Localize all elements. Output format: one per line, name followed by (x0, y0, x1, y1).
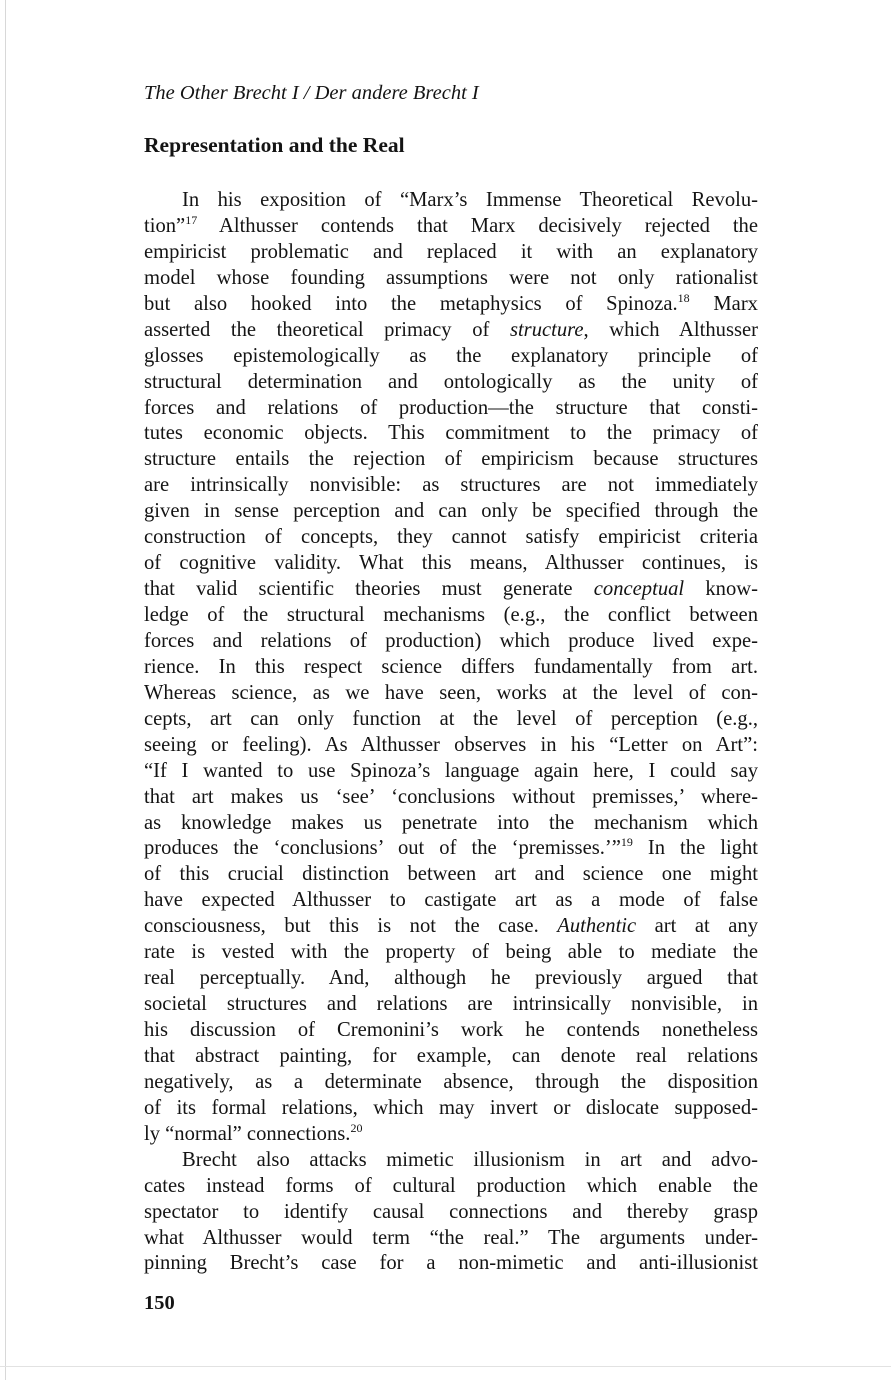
text-run: seeing or feeling). As Althusser observes in his “Letter on Art”: (144, 733, 758, 756)
page-number: 150 (144, 1292, 175, 1314)
text-line (144, 811, 758, 837)
text-run: tutes economic objects. This commitment to the primacy of (144, 422, 758, 445)
text-run: produces the ‘conclusions’ out of the ‘premisses.’” (144, 837, 621, 860)
text-run: spectator to identify causal connections and thereby grasp (144, 1200, 758, 1223)
text-line (144, 1174, 758, 1200)
text-run: Marx (689, 292, 758, 315)
text-line (144, 1122, 758, 1148)
text-run: as knowledge makes us penetrate into the mechanism which (144, 811, 758, 834)
body-text (144, 188, 758, 1277)
text-line (144, 214, 758, 240)
text-line (144, 370, 758, 396)
text-run: construction of concepts, they cannot satisfy empiricist criteria (144, 526, 758, 549)
text-line (144, 992, 758, 1018)
text-run: tion” (144, 214, 186, 237)
text-line (144, 318, 758, 344)
text-run: real perceptually. And, although he previously argued that (144, 967, 758, 990)
section-title: Representation and the Real (144, 133, 405, 157)
text-run: negatively, as a determinate absence, through the disposition (144, 1070, 758, 1093)
text-run: of its formal relations, which may invert or dislocate supposed- (144, 1096, 758, 1119)
text-line (144, 1148, 758, 1174)
text-run: that abstract painting, for example, can denote real relations (144, 1044, 758, 1067)
text-line (144, 914, 758, 940)
text-run: cates instead forms of cultural production which enable the (144, 1174, 758, 1197)
text-run: cepts, art can only function at the level of perception (e.g., (144, 707, 758, 730)
text-run: Brecht also attacks mimetic illusionism in art and advo- (182, 1148, 758, 1171)
text-line (144, 681, 758, 707)
text-line (144, 603, 758, 629)
footnote-ref: 20 (350, 1120, 363, 1135)
text-run: what Althusser would term “the real.” The arguments under- (144, 1226, 758, 1249)
footnote-ref: 17 (185, 212, 198, 227)
footnote-ref: 19 (620, 835, 633, 850)
text-run: given in sense perception and can only be specified through the (144, 500, 758, 523)
text-line (144, 966, 758, 992)
text-line (144, 421, 758, 447)
text-line (144, 1044, 758, 1070)
page-content (144, 78, 758, 1277)
text-line (144, 836, 758, 862)
text-run: are intrinsically nonvisible: as structures are not immediately (144, 474, 758, 497)
text-line (144, 292, 758, 318)
text-run: know- (684, 578, 758, 601)
text-line (144, 888, 758, 914)
text-line (144, 396, 758, 422)
text-line (144, 707, 758, 733)
text-line (144, 785, 758, 811)
text-run: art at any (636, 915, 758, 938)
emphasis: structure (509, 318, 584, 341)
text-run: model whose founding assumptions were not only rationalist (144, 266, 758, 289)
text-run: of this crucial distinction between art and science one might (144, 863, 758, 886)
text-run: that art makes us ‘see’ ‘conclusions without premisses,’ where- (144, 785, 758, 808)
emphasis: conceptual (593, 578, 685, 601)
text-line (144, 1251, 758, 1277)
text-run: empiricist problematic and replaced it with an explanatory (144, 240, 758, 263)
text-line (144, 473, 758, 499)
text-run: rate is vested with the property of being able to mediate the (144, 941, 758, 964)
page-left-edge (5, 0, 6, 1380)
text-run: glosses epistemologically as the explanatory principle of (144, 344, 758, 367)
text-run: societal structures and relations are intrinsically nonvisible, in (144, 993, 758, 1016)
text-line (144, 1018, 758, 1044)
text-run: ledge of the structural mechanisms (e.g., the conflict between (144, 604, 758, 626)
text-line (144, 733, 758, 759)
page-bottom-edge (0, 1366, 891, 1367)
running-head: The Other Brecht I / Der andere Brecht I (144, 82, 479, 104)
text-run: “If I wanted to use Spinoza’s language again here, I could say (144, 759, 758, 782)
text-line (144, 759, 758, 785)
emphasis: Authentic (557, 915, 637, 938)
text-line (144, 266, 758, 292)
text-line (144, 525, 758, 551)
text-run: consciousness, but this is not the case. (144, 915, 558, 938)
text-line (144, 499, 758, 525)
text-run: structure entails the rejection of empiricism because structures (144, 448, 758, 471)
text-run: of cognitive validity. What this means, Althusser continues, is (144, 552, 758, 575)
text-run: but also hooked into the metaphysics of Spinoza. (144, 292, 678, 315)
text-line (144, 551, 758, 577)
text-line (144, 188, 758, 214)
text-run: his discussion of Cremonini’s work he contends nonetheless (144, 1019, 758, 1041)
text-run: In the light (632, 837, 758, 860)
text-run: forces and relations of production) which produce lived expe- (144, 629, 758, 652)
text-line (144, 447, 758, 473)
text-run: Althusser contends that Marx decisively rejected the (197, 214, 758, 237)
text-line (144, 1200, 758, 1226)
text-line (144, 655, 758, 681)
text-line (144, 629, 758, 655)
text-run: structural determination and ontologically as the unity of (144, 370, 758, 393)
text-run: In his exposition of “Marx’s Immense Theoretical Revolu- (182, 189, 758, 211)
text-run: pinning Brecht’s case for a non-mimetic and anti-illusionist (144, 1252, 758, 1275)
text-run: have expected Althusser to castigate art as a mode of false (144, 889, 758, 912)
text-run: that valid scientific theories must generate (144, 578, 594, 601)
text-run: rience. In this respect science differs fundamentally from art. (144, 655, 758, 678)
text-line (144, 862, 758, 888)
text-line (144, 1070, 758, 1096)
footnote-ref: 18 (677, 290, 690, 305)
paragraph (144, 188, 758, 1148)
text-line (144, 940, 758, 966)
text-line (144, 577, 758, 603)
text-run: ly “normal” connections. (144, 1122, 351, 1145)
text-line (144, 240, 758, 266)
text-line (144, 344, 758, 370)
text-line (144, 1096, 758, 1122)
paragraph (144, 1148, 758, 1278)
text-run: forces and relations of production—the structure that consti- (144, 396, 758, 419)
text-line (144, 1226, 758, 1252)
text-run: Whereas science, as we have seen, works at the level of con- (144, 681, 758, 704)
text-run: asserted the theoretical primacy of (144, 318, 510, 341)
text-run: , which Althusser (583, 318, 758, 341)
